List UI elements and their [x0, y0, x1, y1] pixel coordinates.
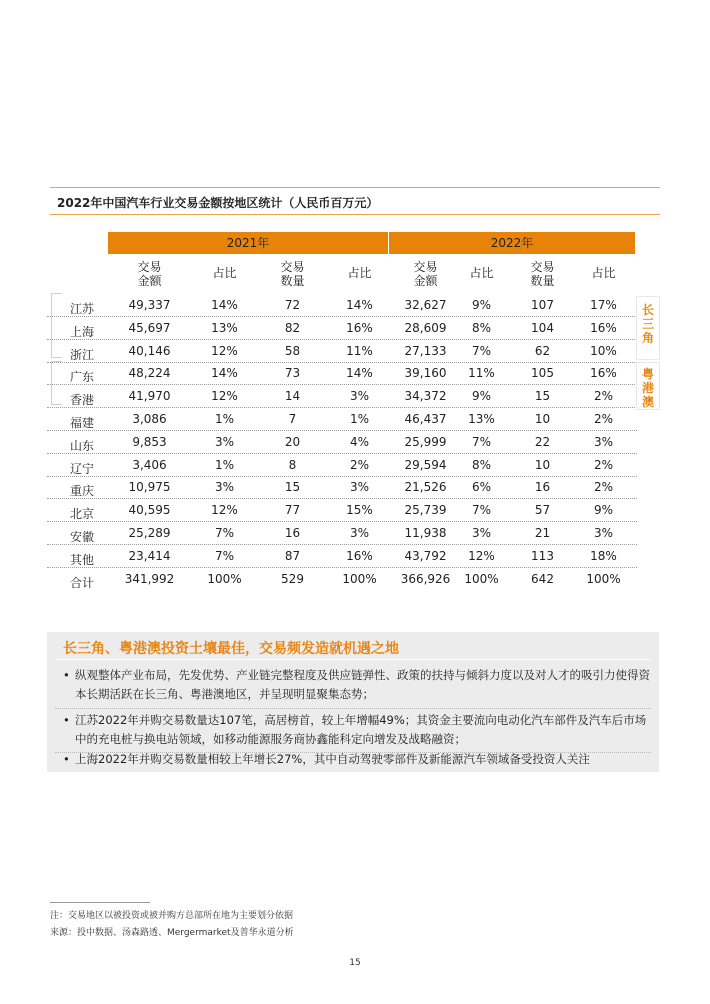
table-row	[47, 408, 637, 430]
cell-s21: 3%	[214, 434, 235, 449]
cell-s22: 7%	[471, 343, 492, 358]
cell-cs22: 10%	[590, 343, 617, 358]
table-row	[47, 362, 637, 384]
table-row	[47, 385, 637, 407]
col-separator	[388, 232, 389, 254]
cell-c21: 16	[284, 526, 301, 540]
region-name: 其他	[70, 552, 95, 567]
group-tag-gba	[636, 362, 660, 410]
cell-a21: 3,406	[132, 457, 167, 472]
cell-cs21: 14%	[346, 298, 373, 312]
cell-cs22: 16%	[590, 366, 617, 381]
cell-c22: 15	[534, 389, 551, 404]
cell-a22: 39,160	[404, 366, 447, 381]
cell-c21: 529	[281, 571, 304, 586]
cell-c21: 82	[284, 320, 301, 335]
region-name: 合计	[70, 575, 95, 590]
cell-a21: 40,595	[128, 503, 171, 518]
year-2021-label: 2021年	[226, 236, 270, 250]
region-name: 山东	[70, 438, 95, 453]
cell-a22: 25,999	[404, 434, 447, 449]
region-name: 辽宁	[70, 461, 95, 476]
cell-a22: 28,609	[404, 320, 447, 335]
bullet-dot: •	[63, 752, 70, 766]
cell-cs21: 3%	[349, 526, 370, 540]
cell-s22: 3%	[471, 526, 492, 540]
year-band-2021	[108, 232, 388, 254]
region-name: 浙江	[70, 347, 95, 362]
table-row	[47, 499, 637, 521]
cell-a21: 40,146	[128, 343, 171, 358]
cell-cs22: 18%	[590, 548, 617, 563]
group-label-yangtze: 长 三 角	[641, 303, 654, 345]
cell-c21: 73	[284, 366, 301, 381]
group-label-gba: 粤 港 澳	[641, 367, 654, 409]
cell-c21: 72	[284, 298, 301, 312]
cell-s21: 7%	[214, 526, 235, 540]
cell-s21: 100%	[207, 571, 242, 586]
cell-a21: 10,975	[128, 480, 171, 495]
cell-a21: 25,289	[128, 526, 171, 540]
bullet-dot: •	[63, 668, 70, 682]
cell-cs22: 17%	[590, 298, 617, 312]
cell-cs22: 2%	[593, 457, 614, 472]
year-band-2022	[389, 232, 635, 254]
cell-a21: 9,853	[132, 434, 167, 449]
cell-a22: 25,739	[404, 503, 447, 518]
title-rule	[50, 214, 660, 215]
cell-a21: 48,224	[128, 366, 171, 381]
bullet-dot: •	[63, 713, 70, 727]
header-share-2022: 占比	[469, 266, 494, 280]
cell-c22: 105	[531, 366, 554, 381]
cell-s21: 12%	[211, 343, 238, 358]
cell-s21: 14%	[211, 298, 238, 312]
cell-c21: 7	[288, 412, 297, 426]
cell-c22: 10	[534, 457, 551, 472]
cell-a22: 29,594	[404, 457, 447, 472]
cell-cs21: 14%	[346, 366, 373, 381]
header-amount-2021: 交易 金额	[137, 260, 162, 288]
cell-s21: 3%	[214, 480, 235, 495]
footnote-note: 注：交易地区以被投资或被并购方总部所在地为主要划分依据	[50, 911, 294, 921]
cell-c22: 642	[531, 571, 554, 586]
callout-title: 长三角、粤港澳投资土壤最佳，交易频发造就机遇之地	[63, 641, 399, 657]
cell-a21: 41,970	[128, 389, 171, 404]
region-name: 北京	[70, 507, 95, 522]
cell-cs22: 9%	[593, 503, 614, 518]
cell-s22: 7%	[471, 503, 492, 518]
cell-a22: 366,926	[400, 571, 451, 586]
cell-cs21: 2%	[349, 457, 370, 472]
cell-a21: 3,086	[132, 412, 167, 426]
table-row	[47, 317, 637, 339]
cell-cs21: 16%	[346, 548, 373, 563]
cell-a21: 49,337	[128, 298, 171, 312]
cell-s21: 7%	[214, 548, 235, 563]
group-tag-yangtze	[636, 296, 660, 360]
cell-s21: 12%	[211, 389, 238, 404]
callout-box	[47, 632, 659, 772]
cell-a22: 43,792	[404, 548, 447, 563]
cell-a22: 21,526	[404, 480, 447, 495]
cell-s21: 1%	[214, 457, 235, 472]
cell-cs21: 16%	[346, 320, 373, 335]
cell-c21: 14	[284, 389, 301, 404]
region-name: 重庆	[70, 484, 95, 499]
cell-cs22: 2%	[593, 412, 614, 426]
footnote-rule	[50, 902, 150, 903]
cell-s22: 8%	[471, 320, 492, 335]
top-rule	[50, 187, 660, 188]
cell-a22: 46,437	[404, 412, 447, 426]
bullet-text: 上海2022年并购交易数量相较上年增长27%，其中自动驾驶零部件及新能源汽车领域备受投资人关注	[75, 752, 590, 766]
header-count-2022: 交易 数量	[530, 260, 555, 288]
cell-a21: 23,414	[128, 548, 171, 563]
cell-cs21: 4%	[349, 434, 370, 449]
cell-c22: 57	[534, 503, 551, 518]
header-countshare-2022: 占比	[591, 266, 616, 280]
cell-c22: 104	[531, 320, 554, 335]
cell-c21: 15	[284, 480, 301, 495]
cell-cs22: 2%	[593, 480, 614, 495]
header-countshare-2021: 占比	[347, 266, 372, 280]
cell-a22: 27,133	[404, 343, 447, 358]
cell-c22: 113	[531, 548, 554, 563]
cell-s22: 12%	[468, 548, 495, 563]
region-name: 香港	[70, 393, 95, 408]
cell-c21: 20	[284, 434, 301, 449]
cell-c22: 22	[534, 434, 551, 449]
cell-s21: 1%	[214, 412, 235, 426]
cell-cs21: 100%	[342, 571, 377, 586]
year-2022-label: 2022年	[490, 236, 534, 250]
cell-cs21: 3%	[349, 480, 370, 495]
region-name: 安徽	[70, 530, 95, 544]
cell-a21: 45,697	[128, 320, 171, 335]
cell-cs21: 1%	[349, 412, 370, 426]
cell-s21: 14%	[211, 366, 238, 381]
cell-a22: 34,372	[404, 389, 447, 404]
table-row	[47, 476, 637, 498]
table-row	[47, 340, 637, 362]
table-row	[47, 431, 637, 453]
cell-s22: 9%	[471, 298, 492, 312]
cell-c22: 107	[531, 298, 554, 312]
cell-s22: 11%	[468, 366, 495, 381]
cell-a22: 32,627	[404, 298, 447, 312]
cell-s21: 12%	[211, 503, 238, 518]
cell-s22: 8%	[471, 457, 492, 472]
cell-s22: 6%	[471, 480, 492, 495]
page-number: 15	[349, 958, 361, 968]
cell-s21: 13%	[211, 320, 238, 335]
cell-s22: 13%	[468, 412, 495, 426]
cell-s22: 100%	[464, 571, 499, 586]
cell-c21: 77	[284, 503, 301, 518]
region-name: 福建	[70, 416, 95, 430]
header-amount-2022: 交易 金额	[413, 260, 438, 288]
table-row	[47, 294, 637, 316]
cell-cs22: 2%	[593, 389, 614, 404]
cell-a22: 11,938	[404, 526, 447, 540]
cell-c21: 58	[284, 343, 301, 358]
cell-cs21: 11%	[346, 343, 373, 358]
cell-s22: 9%	[471, 389, 492, 404]
region-name: 上海	[70, 324, 95, 339]
cell-c21: 87	[284, 548, 301, 563]
cell-a21: 341,992	[124, 571, 175, 586]
cell-cs22: 16%	[590, 320, 617, 335]
bullet-separator	[55, 708, 651, 710]
region-name: 江苏	[70, 302, 95, 316]
cell-s22: 7%	[471, 434, 492, 449]
region-name: 广东	[70, 370, 95, 385]
table-row	[47, 522, 637, 544]
table-row	[47, 454, 637, 476]
header-count-2021: 交易 数量	[280, 260, 305, 288]
cell-c22: 21	[534, 526, 551, 540]
table-title: 2022年中国汽车行业交易金额按地区统计（人民币百万元）	[57, 196, 379, 210]
cell-cs21: 15%	[346, 503, 373, 518]
cell-cs22: 100%	[586, 571, 621, 586]
callout-rule	[55, 659, 651, 660]
table-row	[47, 545, 637, 567]
cell-cs22: 3%	[593, 526, 614, 540]
cell-cs22: 3%	[593, 434, 614, 449]
cell-c21: 8	[288, 457, 297, 472]
cell-c22: 16	[534, 480, 551, 495]
header-share-2021: 占比	[212, 266, 237, 280]
bullet-text: 纵观整体产业布局，先发优势、产业链完整程度及供应链弹性、政策的扶持与倾斜力度以及对人才的吸引力使得资本长期活跃在长三角、粤港澳地区，并呈现明显聚集态势；	[75, 668, 650, 701]
bullet-text: 江苏2022年并购交易数量达107笔，高居榜首，较上年增幅49%；其资金主要流向电动化汽车部件及汽车后市场中的充电桩与换电站领域，如移动能源服务商协鑫能科定向增发及战略融资；	[75, 713, 647, 746]
cell-cs21: 3%	[349, 389, 370, 404]
footnote-source: 来源：投中数据、汤森路透、Mergermarket及普华永道分析	[50, 928, 294, 938]
cell-c22: 10	[534, 412, 551, 426]
table-row	[47, 568, 637, 590]
cell-c22: 62	[534, 343, 551, 358]
